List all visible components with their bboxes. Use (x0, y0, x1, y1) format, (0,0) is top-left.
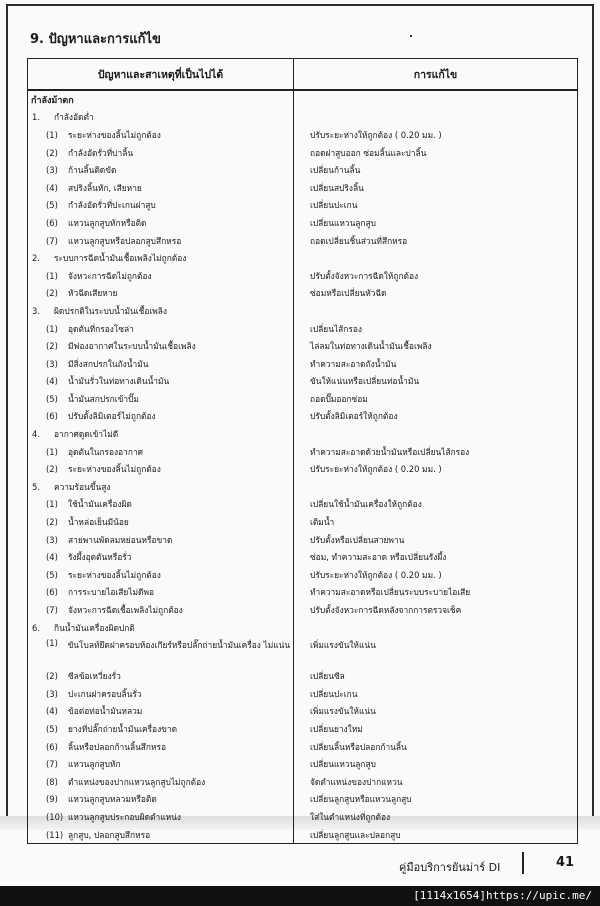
cause-text: แหวนลูกสูบหักหรือติด (68, 217, 147, 228)
cause-column (28, 90, 294, 844)
row-number: (3) (46, 688, 58, 699)
cause-text: ข้อต่อท่อน้ำมันหลวม (68, 706, 143, 717)
cause-text: ใช้น้ำมันเครื่องผิด (68, 499, 132, 510)
row-number: (2) (46, 517, 58, 528)
row-number: (1) (46, 270, 58, 281)
category-row (28, 302, 293, 320)
fix-row: ไล่ลมในท่อทางเดินน้ำมันเชื้อเพลิง (310, 341, 432, 352)
fix-row: ขันให้แน่นหรือเปลี่ยนท่อน้ำมัน (310, 376, 420, 387)
fix-row (294, 249, 577, 267)
row-number: (1) (46, 499, 58, 510)
cause-text: อุดตันที่กรองโซล่า (68, 323, 134, 334)
fix-row: เปลี่ยนลูกสูบและปลอกสูบ (310, 829, 401, 840)
cause-row (28, 496, 293, 514)
image-credit-bar (0, 886, 600, 906)
row-number: (6) (46, 587, 58, 598)
cause-row (28, 197, 293, 215)
fix-row: ทำความสะอาดถังน้ำมัน (310, 358, 397, 369)
fix-row: ปรับระยะห่างให้ถูกต้อง ( 0.20 มม. ) (310, 129, 442, 140)
row-number: (4) (46, 376, 58, 387)
cause-text: จังหวะการฉีดไม่ถูกต้อง (68, 270, 152, 281)
row-number: (6) (46, 741, 58, 752)
cause-text: แหวนลูกสูบหัก (68, 759, 121, 770)
cause-text: ลิ้นหรือปลอกก้านลิ้นสึกหรอ (68, 741, 167, 752)
category-label: กำลังอัดต่ำ (54, 112, 94, 123)
fix-row: ปรับตั้งจังหวะการฉีดให้ถูกต้อง (310, 270, 419, 281)
cause-row (28, 601, 293, 619)
cause-text: ยางที่ปลั๊กถ่ายน้ำมันเครื่องขาด (68, 723, 178, 734)
row-number: (10) (46, 811, 64, 822)
fix-row: ใส่ในตำแหน่งที่ถูกต้อง (310, 811, 391, 822)
page-border-right (592, 4, 594, 816)
row-number: (2) (46, 288, 58, 299)
category-label: อากาศดูดเข้าไม่ดี (54, 429, 119, 440)
cause-row (28, 566, 293, 584)
cause-text: รังผึ้งอุดตันหรือรั่ว (68, 552, 132, 563)
cause-row (28, 548, 293, 566)
cause-text: ขันโบลท์ยึดฝาครอบห้องเกียร์หรือปลั๊กถ่ายน้ำมันเครื่อง ไม่แน่น (67, 640, 291, 651)
cause-text: ระยะห่างของลิ้นไม่ถูกต้อง (68, 464, 161, 475)
row-number: (7) (46, 235, 58, 246)
image-credit: [1114x1654]https://upic.me/ (413, 889, 592, 902)
fix-row: เพิ่มแรงขันให้แน่น (310, 706, 376, 717)
row-number: (3) (46, 358, 58, 369)
footer-divider (522, 852, 524, 874)
cause-row (28, 267, 293, 285)
section-title: 9. ปัญหาและการแก้ไข (30, 32, 161, 47)
fix-row: ปรับตั้งจังหวะการฉีดหลังจากการตรวจเช็ค (310, 605, 462, 616)
cause-text: ปะเกนฝาครอบลิ้นรั่ว (68, 688, 142, 699)
header-fix: การแก้ไข (294, 59, 578, 91)
fix-row (294, 109, 577, 127)
fix-row: ซ่อม, ทำความสะอาด หรือเปลี่ยนรังผึ้ง (310, 552, 447, 563)
cause-row (28, 179, 293, 197)
cause-row (28, 144, 293, 162)
header-cause: ปัญหาและสาเหตุที่เป็นไปได้ (28, 59, 294, 91)
row-number: (9) (46, 794, 58, 805)
cause-text: น้ำมันรั่วในท่อทางเดินน้ำมัน (68, 376, 170, 387)
fix-row: เปลี่ยนไส้กรอง (310, 323, 362, 334)
fix-row: เปลี่ยนก้านลิ้น (310, 165, 361, 176)
fix-row: ถอดปั๊มออกซ่อม (310, 393, 368, 404)
page-border-top (6, 4, 594, 6)
cause-row (28, 320, 293, 338)
fix-row: เปลี่ยนสปริงลิ้น (310, 182, 364, 193)
row-number: (5) (46, 393, 58, 404)
cause-text: ก้านลิ้นติดขัด (68, 165, 117, 176)
row-number: 2. (32, 253, 40, 264)
cause-text: น้ำหล่อเย็นมีน้อย (68, 517, 129, 528)
cause-row (28, 390, 293, 408)
row-number: (7) (46, 605, 58, 616)
fix-row: เปลี่ยนใช้น้ำมันเครื่องให้ถูกต้อง (310, 499, 422, 510)
row-number: 1. (32, 112, 40, 123)
cause-row (28, 408, 293, 426)
cause-row (28, 443, 293, 461)
cause-text: ลูกสูบ, ปลอกสูบสึกหรอ (68, 829, 151, 840)
row-number: (5) (46, 723, 58, 734)
category-label: ระบบการฉีดน้ำมันเชื้อเพลิงไม่ถูกต้อง (54, 253, 187, 264)
fix-row (294, 425, 577, 443)
cause-row (28, 126, 293, 144)
cause-row (28, 703, 293, 721)
row-number: 5. (32, 481, 40, 492)
cause-text: จังหวะการฉีดเชื้อเพลิงไม่ถูกต้อง (68, 605, 183, 616)
cause-row (28, 355, 293, 373)
cause-text: แหวนลูกสูบหลวมหรือติด (68, 794, 157, 805)
category-row (28, 249, 293, 267)
fix-row: ซ่อมหรือเปลี่ยนหัวฉีด (310, 288, 387, 299)
category-label: ผิดปรกติในระบบน้ำมันเชื้อเพลิง (54, 305, 167, 316)
cause-row (28, 720, 293, 738)
row-number: (11) (46, 829, 64, 840)
row-number: (4) (46, 182, 58, 193)
group-title: กำลังม้าตก (31, 95, 74, 106)
cause-row (28, 337, 293, 355)
row-number: 6. (32, 622, 40, 633)
row-number: (4) (46, 706, 58, 717)
cause-text: แหวนลูกสูบประกอบผิดตำแหน่ง (68, 811, 181, 822)
cause-text: สปริงลิ้นหัก, เสียหาย (68, 182, 142, 193)
row-number: (1) (46, 638, 58, 649)
row-number: (2) (46, 671, 58, 682)
row-number: (6) (46, 217, 58, 228)
row-number: (8) (46, 776, 58, 787)
category-label: กินน้ำมันเครื่องผิดปกติ (54, 622, 135, 633)
fix-row: ทำความสะอาดหรือเปลี่ยนระบบระบายไอเสีย (310, 587, 471, 598)
fix-row: ปรับตั้งหรือเปลี่ยนสายพาน (310, 534, 405, 545)
fix-row (294, 478, 577, 496)
cause-row (28, 667, 293, 685)
fix-row (294, 619, 577, 637)
cause-row (28, 373, 293, 391)
fix-row: เปลี่ยนลูกสูบหรือแหวนลูกสูบ (310, 794, 412, 805)
fix-row: จัดตำแหน่งของปากแหวน (310, 776, 403, 787)
fix-row (294, 302, 577, 320)
cause-row (28, 685, 293, 703)
cause-row (28, 214, 293, 232)
cause-row (28, 738, 293, 756)
book-title: คู่มือบริการยันม่าร์ DI (399, 861, 501, 874)
fix-row: ปรับระยะห่างให้ถูกต้อง ( 0.20 มม. ) (310, 569, 442, 580)
cause-text: มีฟองอากาศในระบบน้ำมันเชื้อเพลิง (68, 341, 196, 352)
fix-row: ถอดฝาสูบออก ซ่อมลิ้นและบ่าลิ้น (310, 147, 427, 158)
cause-text: ระยะห่างของลิ้นไม่ถูกต้อง (68, 129, 161, 140)
fix-row: เปลี่ยนลิ้นหรือปลอกก้านลิ้น (310, 741, 407, 752)
fix-row: ปรับระยะห่างให้ถูกต้อง ( 0.20 มม. ) (310, 464, 442, 475)
page-number: 41 (556, 855, 575, 870)
cause-row (28, 808, 293, 826)
cause-text: น้ำมันสกปรกเข้าปั๊ม (68, 393, 139, 404)
category-row (28, 619, 293, 637)
fix-row: ทำความสะอาดด้วยน้ำมันหรือเปลี่ยนไส้กรอง (310, 446, 470, 457)
category-label: ความร้อนขึ้นสูง (54, 481, 111, 492)
fix-spacer (294, 91, 577, 109)
troubleshooting-table (27, 58, 578, 844)
cause-text: การระบายไอเสียไม่ดีพอ (68, 587, 155, 598)
cause-text: มีสิ่งสกปรกในถังน้ำมัน (68, 358, 149, 369)
cause-text: ตำแหน่งของปากแหวนลูกสูบไม่ถูกต้อง (68, 776, 206, 787)
row-number: 3. (32, 305, 40, 316)
row-number: (1) (46, 323, 58, 334)
row-number: (7) (46, 759, 58, 770)
speck (410, 35, 412, 37)
fix-row: เปลี่ยนปะเกน (310, 200, 358, 211)
row-number: (2) (46, 341, 58, 352)
cause-row (28, 584, 293, 602)
row-number: (5) (46, 569, 58, 580)
row-number: (2) (46, 147, 58, 158)
row-number: (2) (46, 464, 58, 475)
row-number: (4) (46, 552, 58, 563)
fix-row: ถอดเปลี่ยนชิ้นส่วนที่สึกหรอ (310, 235, 408, 246)
cause-text: แหวนลูกสูบหรือปลอกสูบสึกหรอ (68, 235, 182, 246)
cause-row (28, 460, 293, 478)
category-row (28, 425, 293, 443)
fix-row: เปลี่ยนปะเกน (310, 688, 358, 699)
cause-text: หัวฉีดเสียหาย (68, 288, 118, 299)
row-number: (1) (46, 129, 58, 140)
cause-row (28, 513, 293, 531)
row-number: (6) (46, 411, 58, 422)
row-number: 4. (32, 429, 40, 440)
row-number: (3) (46, 534, 58, 545)
category-row (28, 478, 293, 496)
fix-column (294, 90, 578, 844)
cause-row (28, 161, 293, 179)
cause-row (28, 285, 293, 303)
cause-row (28, 773, 293, 791)
category-row (28, 109, 293, 127)
row-number: (5) (46, 200, 58, 211)
cause-text: อุดตันในกรองอากาศ (68, 446, 143, 457)
cause-row (28, 826, 293, 844)
fix-row: เปลี่ยนซีล (310, 671, 345, 682)
cause-row (28, 791, 293, 809)
fix-row: ปรับตั้งลิมิเตอร์ให้ถูกต้อง (310, 411, 398, 422)
cause-text: กำลังอัดรั่วที่ปะเกนฝาสูบ (68, 200, 156, 211)
cause-row (28, 755, 293, 773)
cause-text: ซีลข้อเหวี่ยงรั่ว (68, 671, 121, 682)
row-number: (1) (46, 446, 58, 457)
fix-row: เติมน้ำ (310, 517, 335, 528)
page-border-left (6, 4, 8, 816)
fix-row: เปลี่ยนแหวนลูกสูบ (310, 217, 376, 228)
cause-row (28, 232, 293, 250)
fix-row: เปลี่ยนแหวนลูกสูบ (310, 759, 376, 770)
cause-text: ปรับตั้งลิมิเตอร์ไม่ถูกต้อง (68, 411, 156, 422)
cause-text: ระยะห่างของลิ้นไม่ถูกต้อง (68, 569, 161, 580)
cause-row (28, 531, 293, 549)
cause-text: สายพานพัดลมหย่อนหรือขาด (68, 534, 173, 545)
row-number: (3) (46, 165, 58, 176)
fix-row: เพิ่มแรงขันให้แน่น (310, 640, 376, 651)
cause-text: กำลังอัดรั่วที่บ่าลิ้น (68, 147, 134, 158)
fix-row: เปลี่ยนยางใหม่ (310, 723, 363, 734)
cause-row (28, 636, 293, 667)
